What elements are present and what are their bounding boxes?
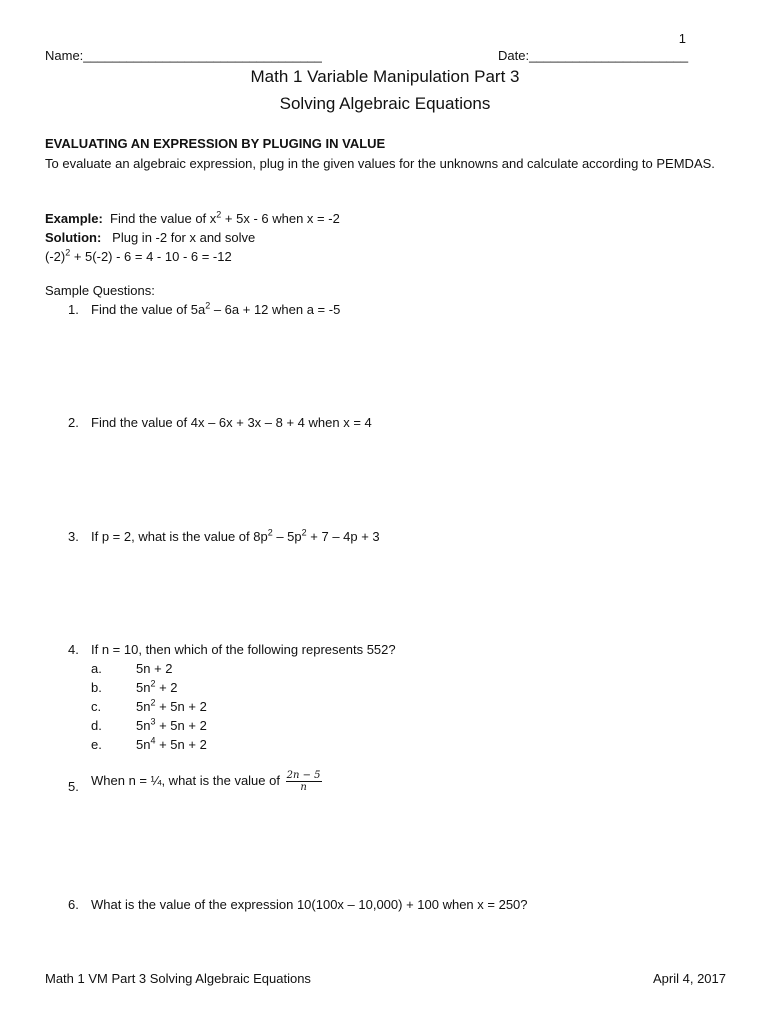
example-prompt (45, 211, 340, 226)
question-5-text (91, 770, 322, 793)
sample-questions-heading: Sample Questions: (45, 283, 155, 298)
option-b-text-b: + 2 (155, 680, 178, 695)
option-c-text-a: 5n (136, 699, 151, 714)
option-c-text-b: + 5n + 2 (155, 699, 207, 714)
q3-exponent-2: 2 (301, 527, 307, 538)
date-field: Date:______________________ (498, 48, 689, 63)
section-intro: To evaluate an algebraic expression, plug in the given values for the unknowns and calculate according to PEMDAS. (45, 156, 715, 171)
q1-text-b: – 6a + 12 when a = -5 (210, 302, 341, 317)
question-1-text (91, 302, 340, 317)
document-title: Math 1 Variable Manipulation Part 3 (250, 67, 520, 86)
option-b-text-a: 5n (136, 680, 151, 695)
question-2-number: 2. (68, 415, 79, 430)
example-text-a: Find the value of x (110, 211, 217, 226)
example-work (45, 249, 232, 264)
option-e (136, 737, 207, 752)
q1-text-a: Find the value of 5a (91, 302, 206, 317)
option-a (136, 661, 173, 676)
q3-text-c: + 7 – 4p + 3 (306, 529, 380, 544)
option-b (136, 680, 178, 695)
q5-fraction-numerator: 2n − 5 (286, 770, 321, 781)
footer-date: April 4, 2017 (653, 971, 726, 986)
option-c-letter: c. (91, 699, 102, 714)
question-2-text: Find the value of 4x – 6x + 3x – 8 + 4 when x = 4 (91, 415, 372, 430)
q3-text-b: – 5p (272, 529, 302, 544)
option-b-exponent: 2 (150, 678, 156, 689)
option-d-text-a: 5n (136, 718, 151, 733)
option-a-text: 5n + 2 (136, 661, 173, 676)
option-c-exponent: 2 (150, 697, 156, 708)
solution-label: Solution: (45, 230, 102, 245)
question-6-number: 6. (68, 897, 79, 912)
option-e-text-b: + 5n + 2 (155, 737, 207, 752)
q3-exponent-1: 2 (267, 527, 273, 538)
option-d (136, 718, 207, 733)
example-exponent: 2 (216, 209, 222, 220)
option-d-text-b: + 5n + 2 (155, 718, 207, 733)
option-c (136, 699, 207, 714)
question-3-text (91, 529, 380, 544)
work-exponent: 2 (65, 247, 71, 258)
q5-fraction (286, 770, 322, 793)
q5-fraction-denominator: n (300, 782, 307, 793)
option-e-text-a: 5n (136, 737, 151, 752)
footer-title: Math 1 VM Part 3 Solving Algebraic Equations (45, 971, 311, 986)
option-a-letter: a. (91, 661, 102, 676)
question-6-text: What is the value of the expression 10(100x – 10,000) + 100 when x = 250? (91, 897, 528, 912)
option-d-exponent: 3 (150, 716, 156, 727)
option-d-letter: d. (91, 718, 102, 733)
question-1-number: 1. (68, 302, 79, 317)
question-5-number: 5. (68, 779, 79, 794)
work-text-a: (-2) (45, 249, 66, 264)
option-e-letter: e. (91, 737, 102, 752)
question-3-number: 3. (68, 529, 79, 544)
q5-text: When n = ¼, what is the value of (91, 772, 284, 788)
option-e-exponent: 4 (150, 735, 156, 746)
work-text-b: + 5(-2) - 6 = 4 - 10 - 6 = -12 (70, 249, 232, 264)
example-text-b: + 5x - 6 when x = -2 (221, 211, 340, 226)
name-field: Name:_________________________________ (45, 48, 322, 63)
solution-text: Plug in -2 for x and solve (112, 230, 256, 245)
example-label: Example: (45, 211, 103, 226)
example-solution (45, 230, 255, 245)
section-heading: EVALUATING AN EXPRESSION BY PLUGING IN VALUE (45, 136, 386, 151)
option-b-letter: b. (91, 680, 102, 695)
q3-text-a: If p = 2, what is the value of 8p (91, 529, 268, 544)
question-4-text: If n = 10, then which of the following represents 552? (91, 642, 396, 657)
q1-exponent: 2 (205, 300, 211, 311)
document-subtitle: Solving Algebraic Equations (279, 94, 491, 113)
question-4-number: 4. (68, 642, 79, 657)
page-number: 1 (678, 31, 686, 46)
